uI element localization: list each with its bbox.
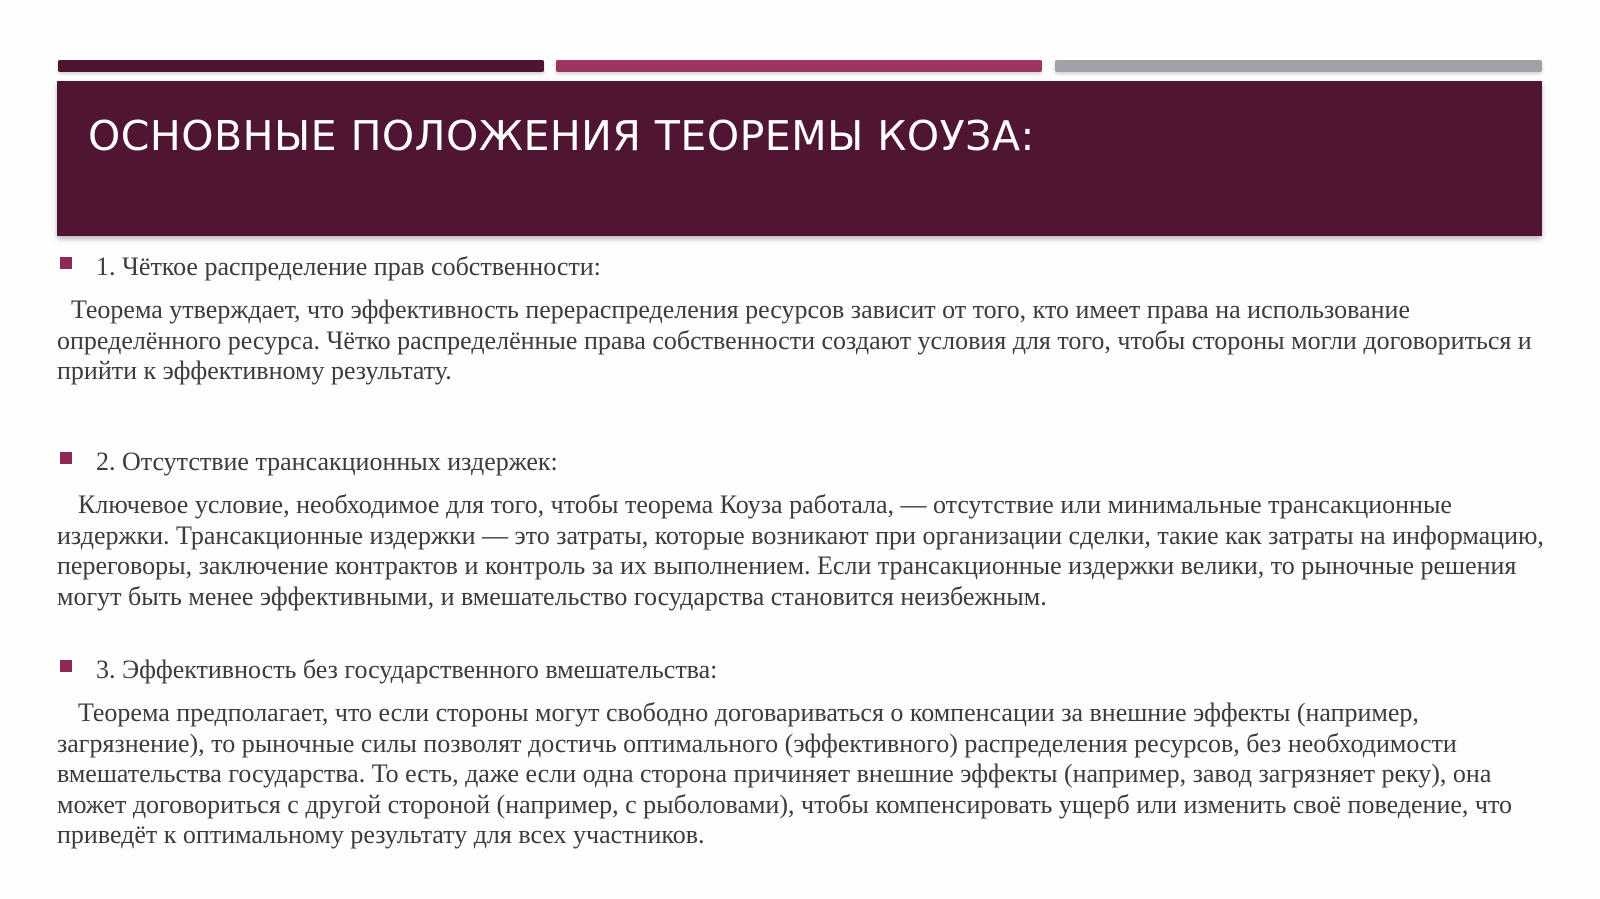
point-3-heading-text: 3. Эффективность без государственного вмешательства: <box>96 655 718 684</box>
point-1-text: Теорема утверждает, что эффективность перераспределения ресурсов зависит от того, кто имеет права на использование определённого ресурса. Чётко распределённые права собственности создают условия для того, чтобы стороны могли договориться и прийти к эффективному результату. <box>57 295 1532 385</box>
accent-strip-dark <box>58 60 544 72</box>
title-banner <box>57 81 1542 236</box>
point-2-heading-text: 2. Отсутствие трансакционных издержек: <box>96 447 558 476</box>
slide-title: ОСНОВНЫЕ ПОЛОЖЕНИЯ ТЕОРЕМЫ КОУЗА: <box>88 112 1035 160</box>
square-bullet-icon <box>60 660 72 672</box>
accent-strip-magenta <box>556 60 1042 72</box>
square-bullet-icon <box>60 257 72 269</box>
point-2-text: Ключевое условие, необходимое для того, чтобы теорема Коуза работала, — отсутствие или минимальные трансакционные издержки. Трансакционные издержки — это затраты, которые возникают при организации сделки, такие как затраты на информацию, переговоры, заключение контрактов и контроль за их выполнением. Если трансакционные издержки велики, то рыночные решения могут быть менее эффективными, и вмешательство государства становится неизбежным. <box>57 490 1544 611</box>
point-1-heading-text: 1. Чёткое распределение прав собственности: <box>96 252 601 281</box>
point-3-text: Теорема предполагает, что если стороны могут свободно договариваться о компенсации за внешние эффекты (например, загрязнение), то рыночные силы позволят достичь оптимального (эффективного) распределения ресурсов, без необходимости вмешательства государства. То есть, даже если одна сторона причиняет внешние эффекты (например, завод загрязняет реку), она может договориться с другой стороной (например, с рыболовами), чтобы компенсировать ущерб или изменить своё поведение, что приведёт к оптимальному результату для всех участников. <box>57 698 1513 849</box>
accent-strip-gray <box>1055 60 1542 72</box>
square-bullet-icon <box>60 452 72 464</box>
